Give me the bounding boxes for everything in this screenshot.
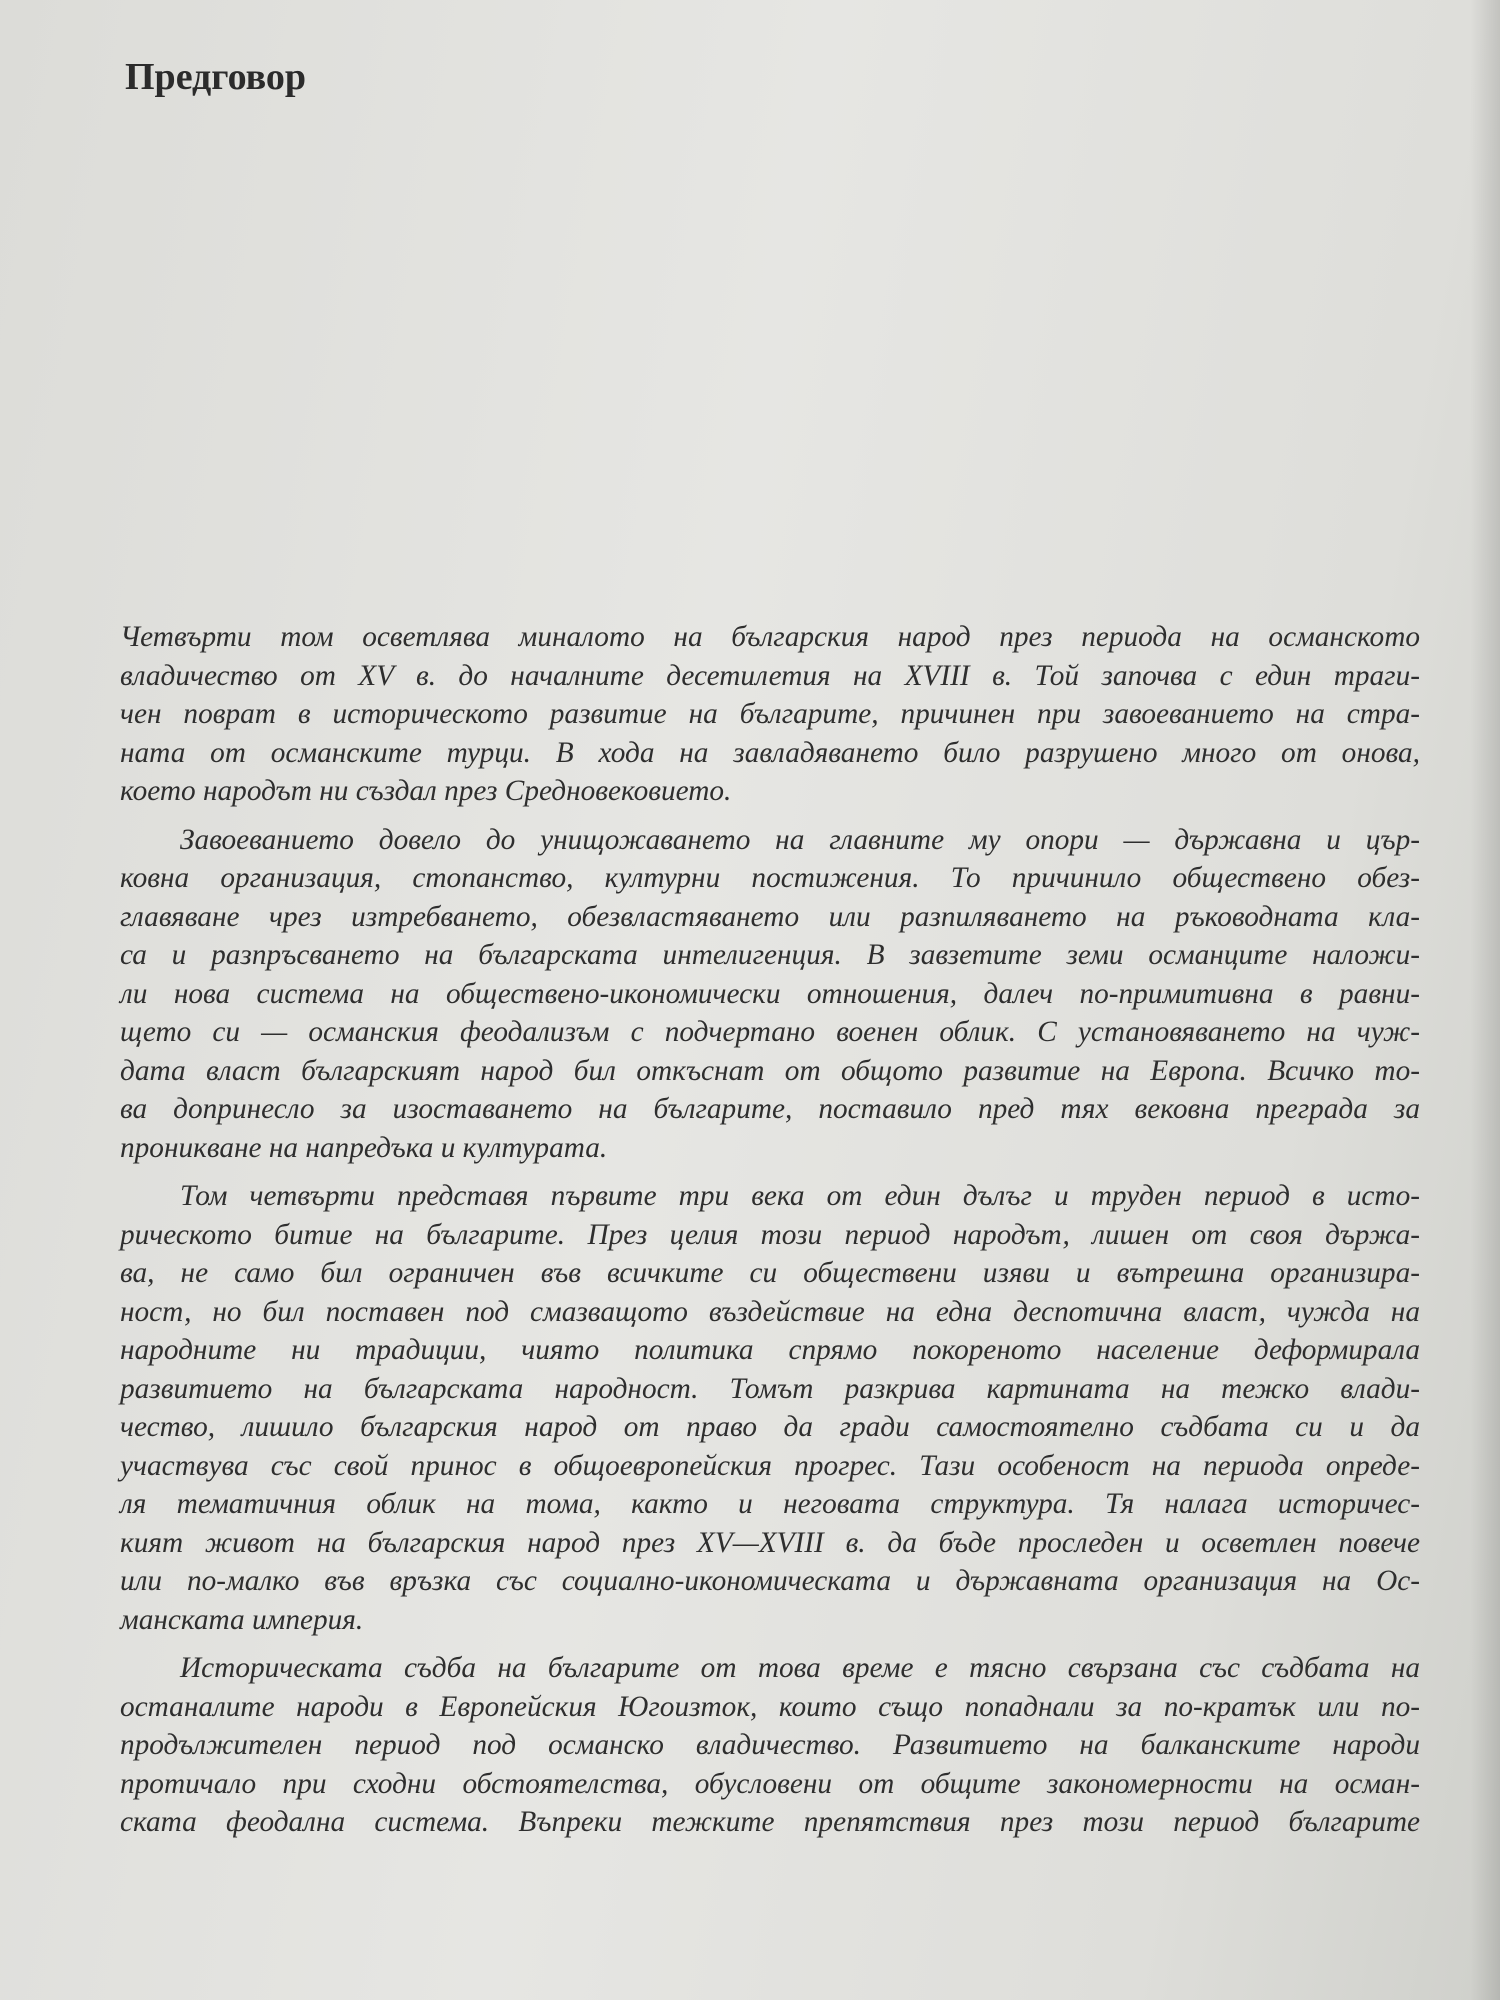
page-title: Предговор [125,56,307,98]
text-line: владичество от XV в. до началните десетилетия на XVIII в. Той започва с един траги- [120,659,1420,692]
text-line: ва допринесло за изоставането на българите, поставило пред тях вековна преграда за [120,1093,1420,1125]
text-line: щето си — османския феодализъм с подчертано военен облик. С установяването на чуж- [120,1016,1420,1048]
text-line: останалите народи в Европейския Югоизток, които също попаднали за по-кратък или по- [120,1690,1420,1723]
text-line: чество, лишило българския народ от право да гради самостоятелно съдбата си и да [120,1411,1420,1443]
text-line: народните ни традиции, чиято политика спрямо покореното население деформирала [120,1334,1420,1366]
text-line: ковна организация, стопанство, културни постижения. То причинило обществено обез- [120,862,1420,894]
text-line: продължителен период под османско владичество. Развитието на балканските народи [120,1729,1420,1761]
text-line: развитието на българската народност. Томът разкрива картината на тежко влади- [120,1372,1420,1405]
text-line: са и разпръсването на българската интелигенция. В завзетите земи османците наложи- [120,939,1420,971]
text-line: ва, не само бил ограничен във всичките си обществени изяви и вътрешна организира- [120,1257,1420,1289]
text-line: проникване на напредъка и културата. [120,1131,608,1164]
text-line: главяване чрез изтребването, обезвластяването или разпиляването на ръководната кла- [120,900,1420,933]
page-edge-shadow [1470,0,1500,2000]
text-line: ната от османските турци. В хода на завладяването било разрушено много от онова, [120,736,1420,769]
text-line: дата власт българският народ бил откъснат от общото развитие на Европа. Всичко то- [120,1054,1420,1087]
text-line: Том четвърти представя първите три века от един дълъг и труден период в исто- [180,1180,1420,1212]
text-line: чен поврат в историческото развитие на българите, причинен при завоеванието на стра- [120,698,1420,730]
text-line: ля тематичния облик на тома, както и неговата структура. Тя налага историчес- [120,1488,1420,1520]
text-line: рическото битие на българите. През целия този период народът, лишен от своя държа- [120,1218,1420,1251]
text-line: Историческата съдба на българите от това време е тясно свързана със съдбата на [180,1652,1420,1684]
text-line: ли нова система на обществено-икономически отношения, далеч по-примитивна в равни- [120,977,1420,1010]
paragraph-1 [120,618,1420,811]
text-line: Завоеванието довело до унищожаването на главните му опори — държавна и цър- [180,823,1420,856]
text-line: кият живот на българския народ през XV—XVIII в. да бъде проследен и осветлен повече [120,1526,1420,1559]
paragraph-4 [120,1649,1420,1842]
text-line: ност, но бил поставен под смазващото въздействие на една деспотична власт, чужда на [120,1295,1420,1328]
text-line: манската империя. [120,1603,364,1636]
text-line: протичало при сходни обстоятелства, обусловени от общите закономерности на осман- [120,1767,1420,1800]
text-line: което народът ни създал през Средновековието. [120,775,732,807]
text-line: Четвърти том осветлява миналото на българския народ през периода на османското [120,621,1420,653]
paragraph-3 [120,1177,1420,1639]
body-text [120,618,1420,1852]
paragraph-2 [120,821,1420,1168]
text-line: участвува със свой принос в общоевропейския прогрес. Тази особеност на периода опреде- [120,1449,1420,1482]
text-line: ската феодална система. Въпреки тежките препятствия през този период българите [120,1806,1420,1838]
text-line: или по-малко във връзка със социално-икономическата и държавната организация на Ос- [120,1565,1420,1597]
